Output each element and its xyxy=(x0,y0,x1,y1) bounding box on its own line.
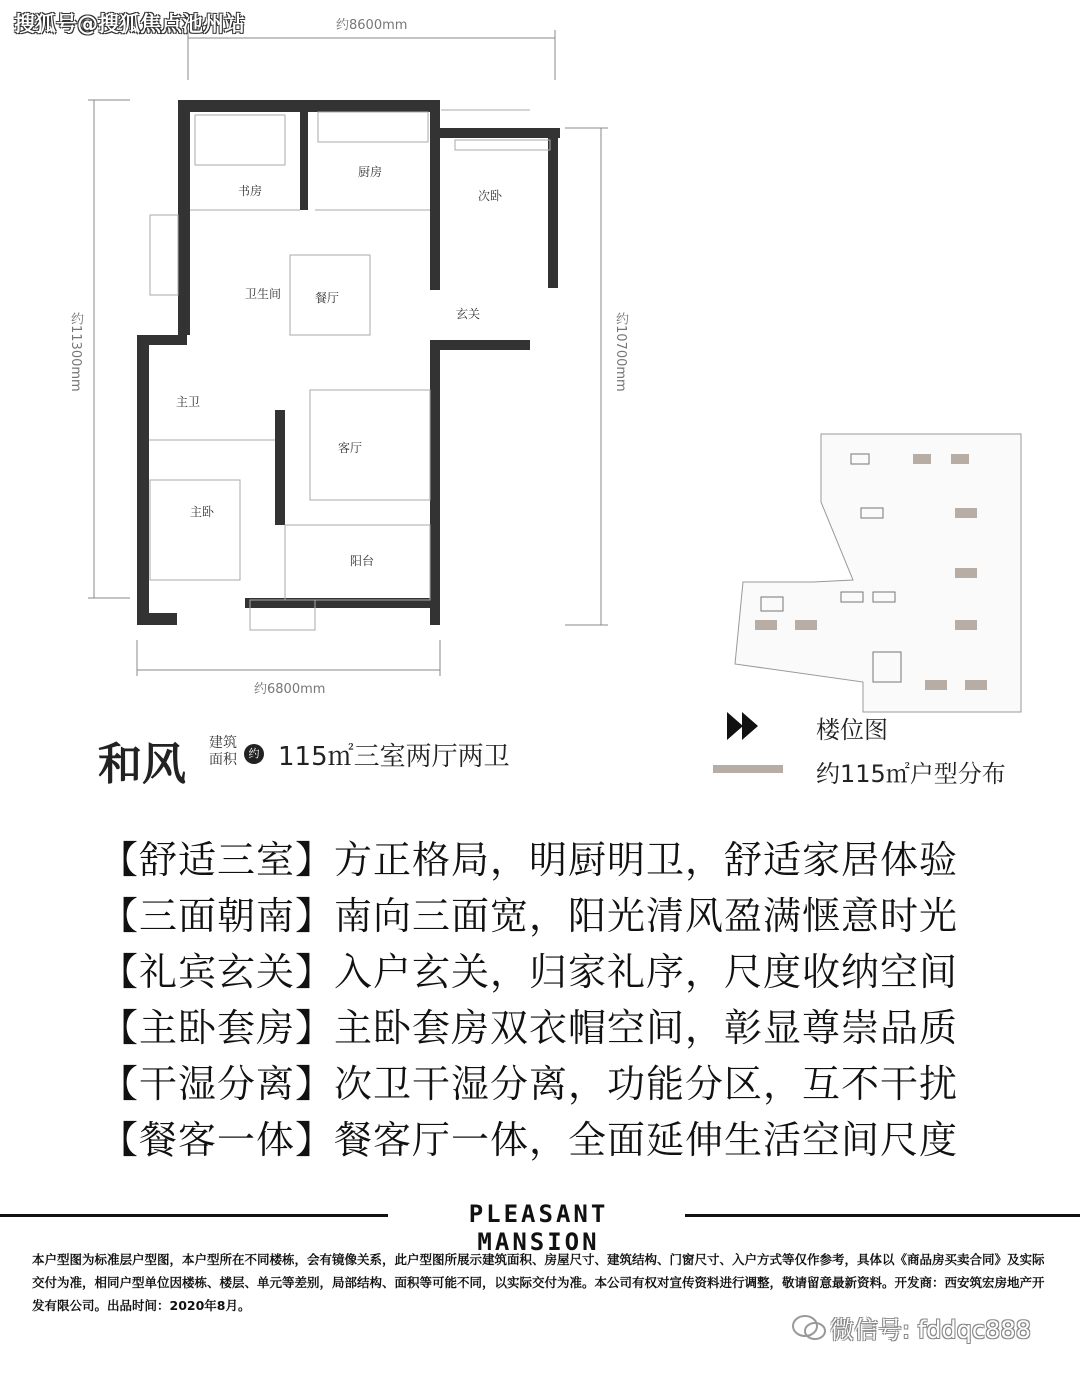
feature-tag: 【礼宾玄关】 xyxy=(100,950,335,994)
watermark: 搜狐号@搜狐焦点池州站 xyxy=(14,12,245,36)
area-label-line2: 面积 xyxy=(209,752,237,768)
area-label xyxy=(209,735,241,769)
feature-tag: 【主卧套房】 xyxy=(100,1006,335,1050)
feature-item xyxy=(100,832,958,888)
divider-left xyxy=(0,1214,388,1217)
wechat-id: 微信号: fddqc888 xyxy=(830,1316,1031,1344)
dimension-top-width: 约8600mm xyxy=(336,18,408,33)
room-label-balcony: 阳台 xyxy=(350,554,375,568)
feature-text: 入户玄关，归家礼序，尺度收纳空间 xyxy=(334,950,959,994)
room-label-kitchen: 厨房 xyxy=(358,165,383,179)
dimension-bottom-width: 约6800mm xyxy=(254,682,326,697)
feature-item xyxy=(100,944,958,1000)
room-label-entry: 玄关 xyxy=(456,307,481,321)
unit-style-name: 和风 xyxy=(98,739,186,790)
feature-item xyxy=(100,1056,958,1112)
divider-right xyxy=(685,1214,1080,1217)
double-arrow-icon xyxy=(727,712,761,740)
site-plan xyxy=(733,432,1023,717)
dimension-left-height: 约11300mm xyxy=(68,312,83,392)
room-label-living: 客厅 xyxy=(338,441,363,455)
feature-text: 餐客厅一体，全面延伸生活空间尺度 xyxy=(334,1118,959,1162)
wechat-icon xyxy=(792,1314,826,1342)
legend-site-plan-label: 楼位图 xyxy=(816,716,888,744)
legend-distribution-label: 约115㎡户型分布 xyxy=(816,760,1006,788)
feature-text: 南向三面宽，阳光清风盈满惬意时光 xyxy=(334,894,959,938)
feature-tag: 【干湿分离】 xyxy=(100,1062,335,1106)
feature-text: 次卫干湿分离，功能分区，互不干扰 xyxy=(334,1062,959,1106)
room-label-study: 书房 xyxy=(238,184,263,198)
feature-item xyxy=(100,888,958,944)
feature-list xyxy=(100,832,958,1168)
feature-item xyxy=(100,1000,958,1056)
feature-item xyxy=(100,1112,958,1168)
feature-tag: 【三面朝南】 xyxy=(100,894,335,938)
feature-tag: 【舒适三室】 xyxy=(100,838,335,882)
feature-text: 方正格局，明厨明卫，舒适家居体验 xyxy=(334,838,959,882)
feature-tag: 【餐客一体】 xyxy=(100,1118,335,1162)
unit-area-text: 115㎡三室两厅两卫 xyxy=(278,742,510,772)
room-label-master-bedroom: 主卧 xyxy=(190,505,215,519)
approx-badge: 约 xyxy=(244,744,264,764)
legend-swatch xyxy=(713,765,783,773)
room-label-guest-bath: 卫生间 xyxy=(245,287,282,301)
brand-name: PLEASANT MANSION xyxy=(468,1200,609,1256)
room-label-dining: 餐厅 xyxy=(315,291,340,305)
feature-text: 主卧套房双衣帽空间，彰显尊崇品质 xyxy=(334,1006,959,1050)
dimension-right-height: 约10700mm xyxy=(613,312,628,392)
disclaimer: 本户型图为标准层户型图，本户型所在不同楼栋，会有镜像关系，此户型图所展示建筑面积、房屋尺寸、建筑结构、门窗尺寸、入户方式等仅作参考，具体以《商品房买卖合同》及实际交付为准，相同户型单位因楼栋、楼层、单元等差别，局部结构、面积等可能不同，以实际交付为准。本公司有权对宣传资料进行调整，敬请留意最新资料。开发商：西安筑宏房地产开发有限公司。出品时间：2020年8月。 xyxy=(32,1252,1045,1313)
room-label-master-bath: 主卫 xyxy=(176,395,201,409)
area-label-line1: 建筑 xyxy=(209,735,237,751)
room-label-second-bedroom: 次卧 xyxy=(478,189,503,203)
